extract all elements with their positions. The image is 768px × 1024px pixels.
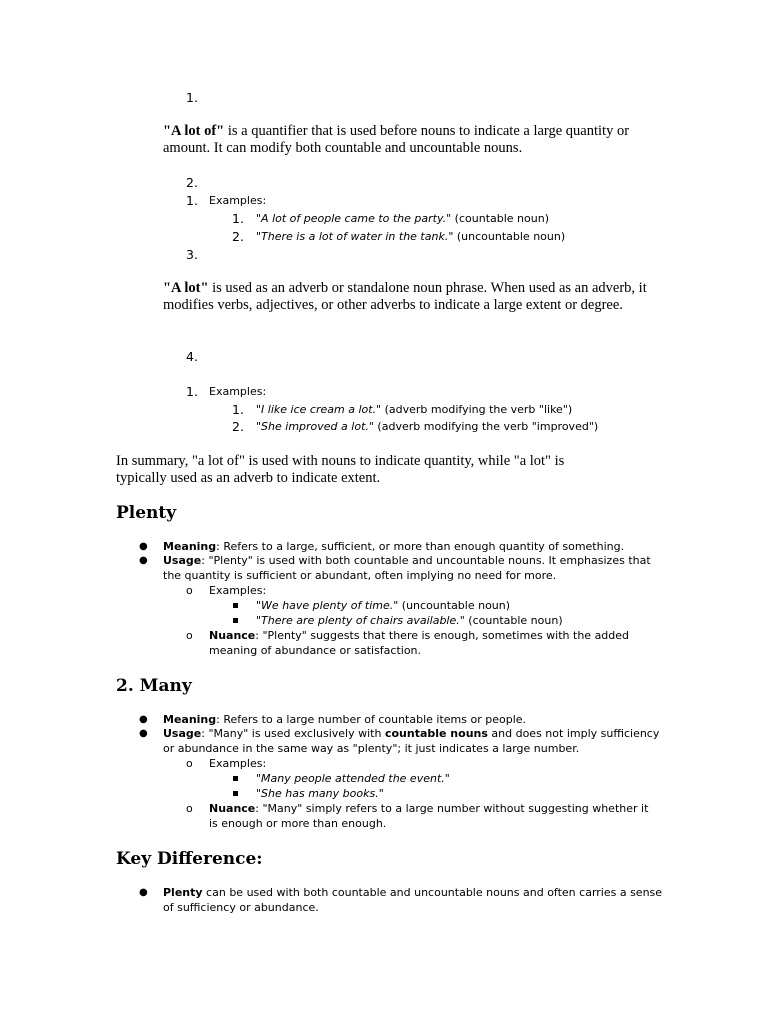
example-item (256, 771, 450, 786)
meaning-label: Meaning (163, 713, 217, 726)
plenty-nuance (209, 628, 659, 658)
bullet-icon: ● (139, 887, 148, 898)
example-quote: "Many people attended the event." (256, 772, 450, 785)
term-a-lot: "A lot" (163, 280, 209, 296)
key-difference-text: can be used with both countable and uncountable nouns and often carries a sense of sufficiency or abundance. (163, 886, 663, 914)
many-nuance (209, 801, 659, 831)
square-bullet-icon (233, 618, 238, 623)
paragraph-a-lot-of (163, 123, 663, 157)
nuance-text: : "Plenty" suggests that there is enough, sometimes with the added meaning of abundance or satisfaction. (209, 629, 630, 657)
example-item (256, 419, 598, 434)
sub-bullet: o (186, 584, 193, 597)
square-bullet-icon (233, 776, 238, 781)
plenty-usage (163, 553, 663, 583)
example-note: (uncountable noun) (398, 599, 511, 612)
examples-label: Examples: (209, 194, 267, 207)
usage-text: and does not imply sufficiency or abundance in the same way as "plenty"; it just indicates a large number. (163, 727, 660, 755)
meaning-text: : Refers to a large, sufficient, or more than enough quantity of something. (216, 540, 625, 553)
list-number: 4. (186, 349, 198, 364)
example-quote: "I like ice cream a lot." (256, 403, 382, 416)
bullet-icon: ● (139, 541, 148, 552)
sub-bullet: o (186, 802, 193, 815)
many-meaning (163, 712, 663, 727)
sub-bullet: o (186, 629, 193, 642)
example-quote: "A lot of people came to the party." (256, 212, 452, 225)
example-note: (countable noun) (464, 614, 563, 627)
example-item (256, 613, 563, 628)
list-number: 2. (232, 419, 244, 434)
example-quote: "There is a lot of water in the tank." (256, 230, 454, 243)
example-note: (countable noun) (451, 212, 549, 225)
paragraph-text: is a quantifier that is used before nouns to indicate a large quantity or amount. It can modify both countable and uncountable nouns. (163, 123, 630, 156)
list-number: 1. (232, 402, 244, 417)
list-number: 1. (232, 211, 244, 226)
countable-nouns-term: countable nouns (384, 727, 488, 740)
example-item (256, 402, 572, 417)
list-number: 1. (186, 384, 198, 399)
meaning-text: : Refers to a large number of countable items or people. (216, 713, 527, 726)
key-difference-plenty (163, 885, 663, 915)
example-item (256, 229, 565, 244)
plenty-meaning (163, 539, 663, 554)
example-quote: "She improved a lot." (256, 420, 374, 433)
term-a-lot-of: "A lot of" (163, 123, 225, 139)
many-usage (163, 726, 663, 756)
examples-label: Examples: (209, 757, 267, 770)
list-number: 2. (232, 229, 244, 244)
paragraph-a-lot (163, 280, 663, 314)
usage-label: Usage (163, 554, 202, 567)
paragraph-text: is used as an adverb or standalone noun phrase. When used as an adverb, it modifies verbs, adjectives, or other adverbs to indicate a large extent or degree. (163, 280, 647, 313)
example-item (256, 786, 384, 801)
list-number: 3. (186, 247, 198, 262)
usage-text: : "Plenty" is used with both countable and uncountable nouns. It emphasizes that the quantity is sufficient or abundant, often implying no need for more. (163, 554, 651, 582)
list-number: 1. (186, 90, 198, 105)
example-item (256, 598, 510, 613)
usage-text: : "Many" is used exclusively with (201, 727, 385, 740)
example-note: (adverb modifying the verb "like") (381, 403, 573, 416)
meaning-label: Meaning (163, 540, 217, 553)
bullet-icon: ● (139, 555, 148, 566)
square-bullet-icon (233, 603, 238, 608)
sub-bullet: o (186, 757, 193, 770)
examples-label: Examples: (209, 584, 267, 597)
nuance-label: Nuance (209, 802, 256, 815)
example-quote: "She has many books." (256, 787, 384, 800)
heading-many: 2. Many (116, 676, 192, 696)
list-number: 2. (186, 175, 198, 190)
usage-label: Usage (163, 727, 202, 740)
heading-plenty: Plenty (116, 503, 177, 523)
heading-key-difference: Key Difference: (116, 849, 263, 869)
example-note: (adverb modifying the verb "improved") (373, 420, 599, 433)
plenty-label: Plenty (163, 886, 203, 899)
bullet-icon: ● (139, 714, 148, 725)
examples-label: Examples: (209, 385, 267, 398)
bullet-icon: ● (139, 728, 148, 739)
list-number: 1. (186, 193, 198, 208)
summary-paragraph: In summary, "a lot of" is used with nouns to indicate quantity, while "a lot" is typically used as an adverb to indicate extent. (116, 453, 565, 486)
example-note: (uncountable noun) (453, 230, 566, 243)
example-quote: "There are plenty of chairs available." (256, 614, 465, 627)
square-bullet-icon (233, 791, 238, 796)
example-quote: "We have plenty of time." (256, 599, 399, 612)
example-item (256, 211, 549, 226)
nuance-text: : "Many" simply refers to a large number without suggesting whether it is enough or more than enough. (209, 802, 649, 830)
nuance-label: Nuance (209, 629, 256, 642)
